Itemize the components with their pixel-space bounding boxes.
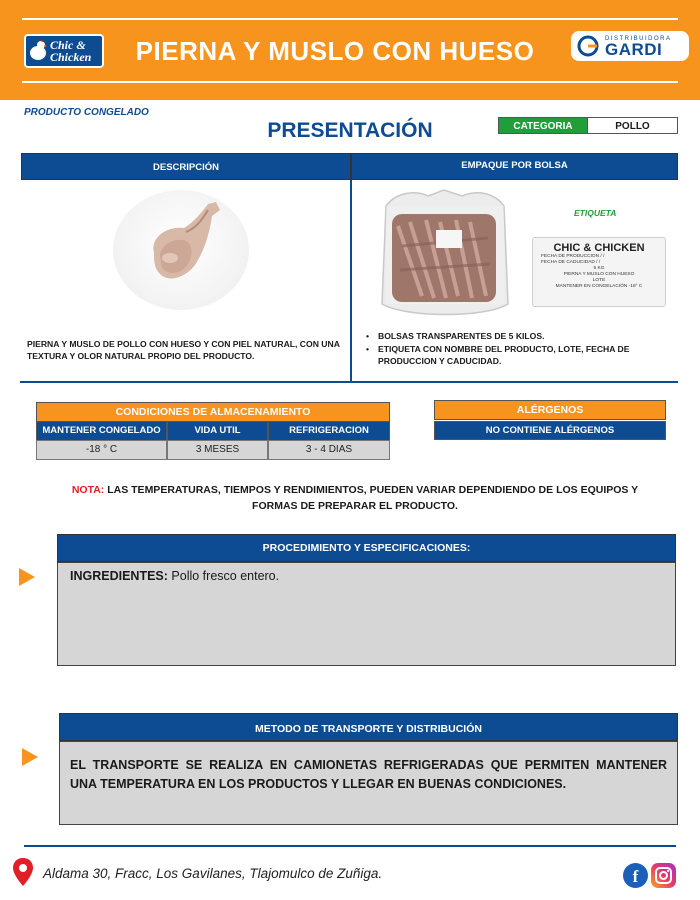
label-caption: ETIQUETA (574, 208, 617, 218)
chic-chicken-logo (24, 34, 104, 68)
facebook-icon[interactable]: f (623, 863, 648, 888)
instagram-icon[interactable] (651, 863, 676, 888)
list-item: • BOLSAS TRANSPARENTES DE 5 KILOS. (364, 330, 674, 343)
section-divider (20, 381, 678, 383)
transport-header: METODO DE TRANSPORTE Y DISTRIBUCIÓN (59, 713, 678, 741)
list-item: • ETIQUETA CON NOMBRE DEL PRODUCTO, LOTE, FECHA DE PRODUCCION Y CADUCIDAD. (364, 343, 674, 368)
description-text: PIERNA Y MUSLO DE POLLO CON HUESO Y CON PIEL NATURAL, CON UNA TEXTURA Y OLOR NATURAL PROPIO DEL PRODUCTO. (27, 339, 340, 361)
header-divider-bottom (22, 81, 678, 83)
note (50, 482, 660, 514)
storage-val-shelf-life: 3 MESES (167, 440, 268, 460)
packaging-list (364, 330, 674, 368)
label-card-title: CHIC & CHICKEN (553, 242, 645, 254)
gardi-logo-small: DISTRIBUIDORA (605, 35, 672, 42)
storage-col-shelf-life: VIDA UTIL (167, 421, 268, 441)
storage-val-refrigeration: 3 - 4 DIAS (268, 440, 390, 460)
label-card-line5: LOTE (592, 278, 606, 283)
logo-left-line1: Chic & (50, 38, 86, 52)
bag-image (376, 186, 512, 320)
product-type: PRODUCTO CONGELADO (24, 107, 149, 118)
page-title: PIERNA Y MUSLO CON HUESO (135, 36, 535, 66)
section-title: PRESENTACIÓN (267, 119, 433, 142)
storage-value-row (36, 440, 390, 460)
label-card-line6: MANTENER EN CONGELACIÓN -18° C (555, 284, 643, 289)
procedure-header: PROCEDIMIENTO Y ESPECIFICACIONES: (57, 534, 676, 562)
gardi-mark-icon (577, 35, 599, 57)
arrow-icon (22, 748, 38, 766)
allergens-value: NO CONTIENE ALÉRGENOS (434, 421, 666, 440)
gardi-logo (571, 31, 689, 61)
label-card-line3: 5 KG (593, 266, 605, 271)
storage-col-refrigeration: REFRIGERACION (268, 421, 390, 441)
note-label: NOTA: (71, 484, 105, 496)
column-divider (350, 180, 352, 382)
chicken-leg-image (146, 198, 226, 290)
packaging-header: EMPAQUE POR BOLSA (351, 153, 678, 180)
gardi-logo-big: GARDI (605, 39, 663, 59)
storage-header-row (36, 421, 390, 441)
description-header: DESCRIPCIÓN (21, 153, 351, 180)
label-card-line4: PIERNA Y MUSLO CON HUESO (563, 272, 635, 277)
storage-title: CONDICIONES DE ALMACENAMIENTO (36, 402, 390, 422)
chicken-icon (26, 36, 50, 66)
location-pin-icon (12, 857, 34, 887)
note-text: LAS TEMPERATURAS, TIEMPOS Y RENDIMIENTOS, PUEDEN VARIAR DEPENDIENDO DE LOS EQUIPOS Y FORMAS DE PREPARAR EL PRODUCTO. (104, 484, 639, 512)
footer-divider (24, 845, 676, 847)
category-label: CATEGORIA (498, 117, 588, 134)
logo-left-line2: Chicken (50, 50, 92, 64)
product-label-card (532, 237, 666, 307)
footer-address: Aldama 30, Fracc, Los Gavilanes, Tlajomulco de Zuñiga. (43, 866, 383, 881)
ingredients-label: INGREDIENTES: (70, 569, 168, 583)
storage-val-frozen: -18 ° C (36, 440, 167, 460)
procedure-box (57, 562, 676, 666)
ingredients-text: Pollo fresco entero. (167, 569, 280, 583)
label-card-line2: FECHA DE CADUCIDAD / / (541, 260, 601, 265)
transport-text: EL TRANSPORTE SE REALIZA EN CAMIONETAS REFRIGERADAS QUE PERMITEN MANTENER UNA TEMPERATURA EN LOS PRODUCTOS Y LLEGAR EN BUENAS CONDICIONES. (59, 741, 678, 825)
allergens-title: ALÉRGENOS (434, 400, 666, 420)
label-card-line1: FECHA DE PRODUCCION / / (541, 254, 605, 259)
arrow-icon (19, 568, 35, 586)
header-divider-top (22, 18, 678, 20)
category-value: POLLO (587, 117, 678, 134)
storage-col-frozen: MANTENER CONGELADO (36, 421, 167, 441)
